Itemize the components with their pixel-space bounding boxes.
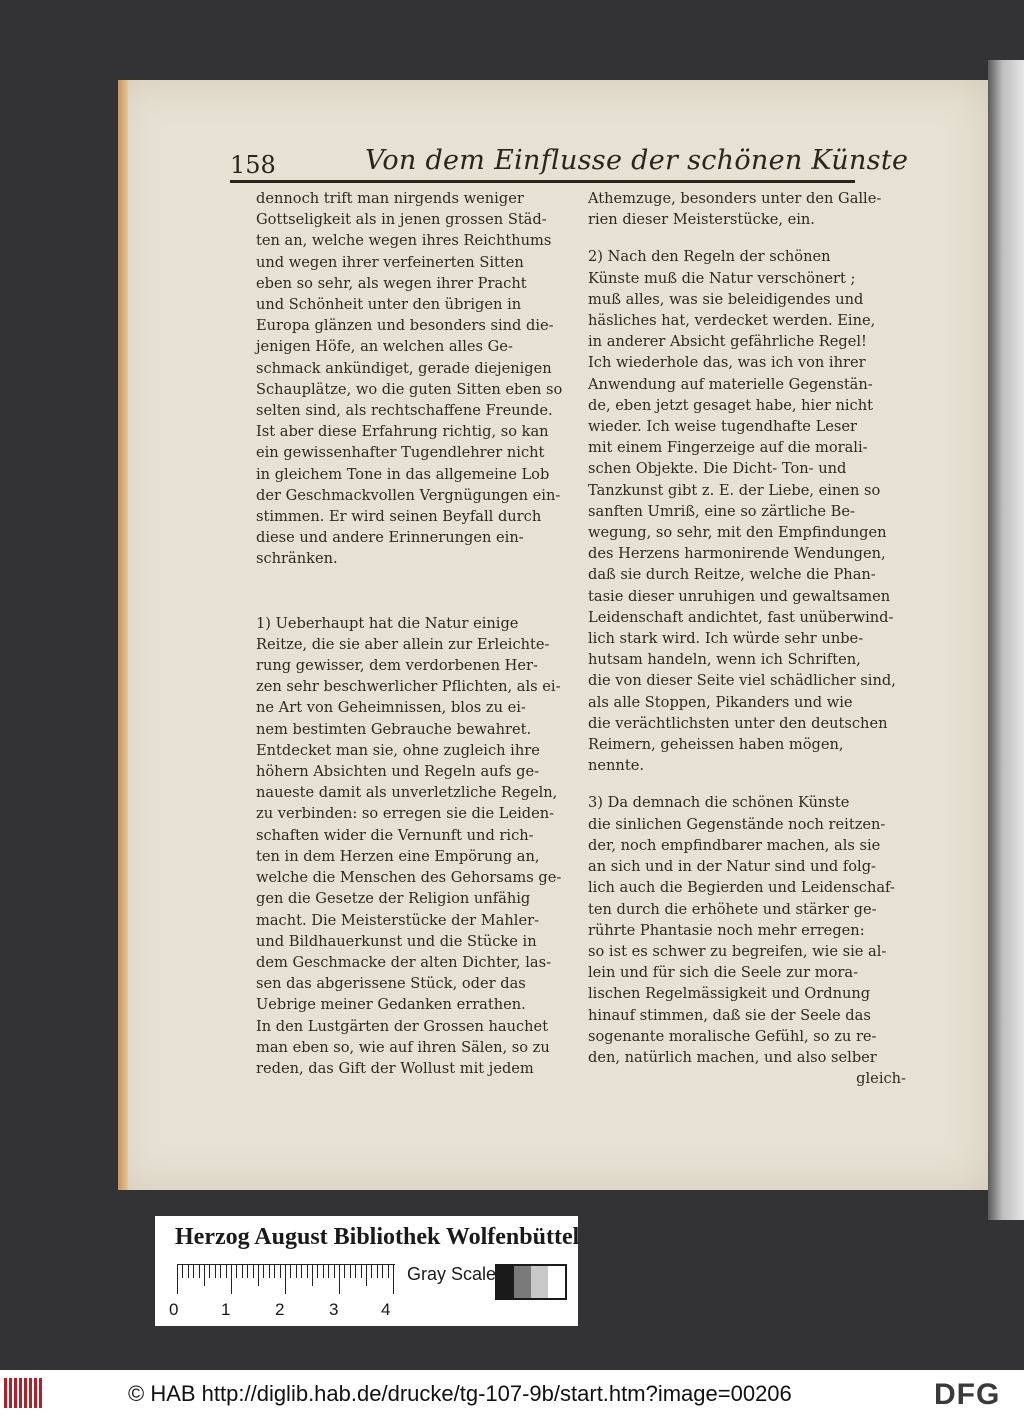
- swatch: [531, 1266, 548, 1298]
- logo-bar: [4, 1378, 7, 1408]
- header-rule: [230, 180, 855, 183]
- logo-bar: [24, 1378, 27, 1408]
- ruler-tick: [226, 1264, 227, 1278]
- ruler-tick: [393, 1264, 394, 1294]
- paragraph: 2) Nach den Regeln der schönen Künste muß die Natur verschönert ; muß alles, was sie beleidigendes und häsliches hat, verdecket werden. Eine, in anderer Absicht gefährliche Regel! Ich wiederhole das, was ich von ihrer Anwendung auf materielle Gegenstän- de, eben jetzt gesaget habe, hier nicht wieder. Ich weise tugendhafte Leser mit einem Fingerzeige auf die morali- schen Objekte. Die Dicht- Ton- und Tanzkunst gibt z. E. der Liebe, einen so sanften Umriß, eine so zärtliche Be- wegung, so sehr, mit den Empfindungen des Herzens harmonirende Wendungen, daß sie durch Reitze, welche die Phan- tasie dieser unruhigen und gewaltsamen Leidenschaft andichtet, fast unüberwind- lich stark wird. Ich würde sehr unbe- hutsam handeln, wenn ich Schriften, die von dieser Seite viel schädlicher sind, als alle Stoppen, Pikanders und wie die verächtlichsten unter den deutschen Reimern, geheissen haben mögen, nennte.: [588, 248, 896, 775]
- ruler-tick: [285, 1264, 286, 1294]
- ruler-tick: [188, 1264, 189, 1278]
- ruler-tick: [382, 1264, 383, 1278]
- swatch: [514, 1266, 531, 1298]
- ruler-tick: [366, 1264, 367, 1286]
- paragraph: Athemzuge, besonders unter den Galle- rien dieser Meisterstücke, ein.: [588, 190, 882, 229]
- ruler-tick: [263, 1264, 264, 1278]
- ruler-tick: [258, 1264, 259, 1286]
- library-name: Herzog August Bibliothek Wolfenbüttel: [175, 1224, 580, 1250]
- logo-bar: [34, 1378, 37, 1408]
- dfg-logo: DFG: [934, 1378, 1001, 1411]
- ruler-tick: [220, 1264, 221, 1278]
- color-calibration-card: [155, 1216, 578, 1326]
- right-column: [588, 188, 906, 1089]
- paragraph: dennoch trift man nirgends weniger Gottseligkeit als in jenen grossen Städ- ten an, welche wegen ihres Reichthums und wegen ihrer verfeinerten Sitten eben so sehr, als wegen ihrer Pracht und Schönheit unter den übrigen in Europa glänzen und besonders sind die- jenigen Höfe, an welchen alles Ge- schmack ankündiget, gerade diejenigen Schauplätze, wo die guten Sitten eben so selten sind, als rechtschaffene Freunde. Ist aber diese Erfahrung richtig, so kan ein gewissenhafter Tugendlehrer nicht in gleichem Tone in das allgemeine Lob der Geschmackvollen Vergnügungen ein- stimmen. Er wird seinen Beyfall durch diese und andere Erinnerungen ein- schränken.: [256, 190, 563, 568]
- ruler-tick: [350, 1264, 351, 1278]
- ruler-number: 1: [221, 1300, 231, 1319]
- ruler-tick: [323, 1264, 324, 1278]
- ruler-tick: [182, 1264, 183, 1278]
- ruler-number: 3: [329, 1300, 339, 1319]
- ruler-tick: [236, 1264, 237, 1278]
- ruler-tick: [317, 1264, 318, 1278]
- ruler-tick: [296, 1264, 297, 1278]
- next-page-edge: [988, 60, 1024, 1220]
- page-number: 158: [230, 151, 276, 179]
- ruler-number: 0: [169, 1300, 179, 1319]
- ruler-tick: [274, 1264, 275, 1278]
- scale-ruler: [177, 1264, 395, 1298]
- ruler-tick: [312, 1264, 313, 1286]
- hab-logo-icon: [4, 1378, 44, 1408]
- left-column: [256, 188, 582, 1079]
- ruler-tick: [339, 1264, 340, 1294]
- copyright-link[interactable]: © HAB http://diglib.hab.de/drucke/tg-107-9b/start.htm?image=00206: [128, 1381, 792, 1406]
- logo-bar: [9, 1378, 12, 1408]
- ruler-tick: [388, 1264, 389, 1278]
- ruler-tick: [334, 1264, 335, 1278]
- ruler-tick: [177, 1264, 178, 1294]
- ruler-tick: [269, 1264, 270, 1278]
- swatch: [548, 1266, 565, 1298]
- ruler-tick: [247, 1264, 248, 1278]
- ruler-tick: [215, 1264, 216, 1278]
- ruler-tick: [328, 1264, 329, 1278]
- logo-bar: [39, 1378, 42, 1408]
- ruler-tick: [344, 1264, 345, 1278]
- ruler-tick: [355, 1264, 356, 1278]
- ruler-tick: [204, 1264, 205, 1286]
- logo-bar: [29, 1378, 32, 1408]
- ruler-number: 4: [381, 1300, 391, 1319]
- logo-bar: [14, 1378, 17, 1408]
- ruler-tick: [307, 1264, 308, 1278]
- paragraph: 1) Ueberhaupt hat die Natur einige Reitze, die sie aber allein zur Erleichte- rung gewisser, dem verdorbenen Her- zen sehr beschwerlicher Pflichten, als ei- ne Art von Geheimnissen, blos zu ei- nem bestimten Gebrauche bewahret. Entdecket man sie, ohne zugleich ihre höhern Absichten und Regeln aufs ge- naueste damit als unverletzliche Regeln, zu verbinden: so erregen sie die Leiden- schaften wider die Vernunft und rich- ten in dem Herzen eine Empörung an, welche die Menschen des Gehorsams ge- gen die Gesetze der Religion unfähig macht. Die Meisterstücke der Mahler- und Bildhauerkunst und die Stücke in dem Geschmacke der alten Dichter, las- sen das abgerissene Stück, oder das Uebrige meiner Gedanken errathen. In den Lustgärten der Grossen hauchet man eben so, wie auf ihren Sälen, so zu reden, das Gift der Wollust mit jedem: [256, 614, 562, 1077]
- page-fore-edge: [118, 80, 128, 1190]
- ruler-tick: [193, 1264, 194, 1278]
- ruler-tick: [371, 1264, 372, 1278]
- ruler-tick: [290, 1264, 291, 1278]
- ruler-tick: [377, 1264, 378, 1278]
- page-header: [230, 145, 909, 185]
- running-head: Von dem Einflusse der schönen Künste: [365, 145, 909, 176]
- catchword: gleich-: [856, 1070, 906, 1088]
- ruler-tick: [242, 1264, 243, 1278]
- gray-scale-swatches: [495, 1264, 567, 1300]
- ruler-tick: [280, 1264, 281, 1278]
- ruler-tick: [209, 1264, 210, 1278]
- ruler-tick: [361, 1264, 362, 1278]
- ruler-number: 2: [275, 1300, 285, 1319]
- ruler-tick: [199, 1264, 200, 1278]
- ruler-tick: [301, 1264, 302, 1278]
- logo-bar: [19, 1378, 22, 1408]
- gray-scale-label: Gray Scale: [407, 1264, 497, 1284]
- ruler-tick: [253, 1264, 254, 1278]
- paragraph: 3) Da demnach die schönen Künste die sinlichen Gegenstände noch reitzen- der, noch empfindbarer machen, als sie an sich und in der Natur sind und folg- lich auch die Begierden und Leidenschaf- ten durch die erhöhete und stärker ge- rührte Phantasie noch mehr erregen: so ist es schwer zu begreifen, wie sie al- lein und für sich die Seele zur mora- lischen Regelmässigkeit und Ordnung hinauf stimmen, daß sie der Seele das sogenante moralische Gefühl, so zu re- den, natürlich machen, und also selber: [588, 794, 895, 1066]
- ruler-tick: [231, 1264, 232, 1294]
- swatch: [497, 1266, 514, 1298]
